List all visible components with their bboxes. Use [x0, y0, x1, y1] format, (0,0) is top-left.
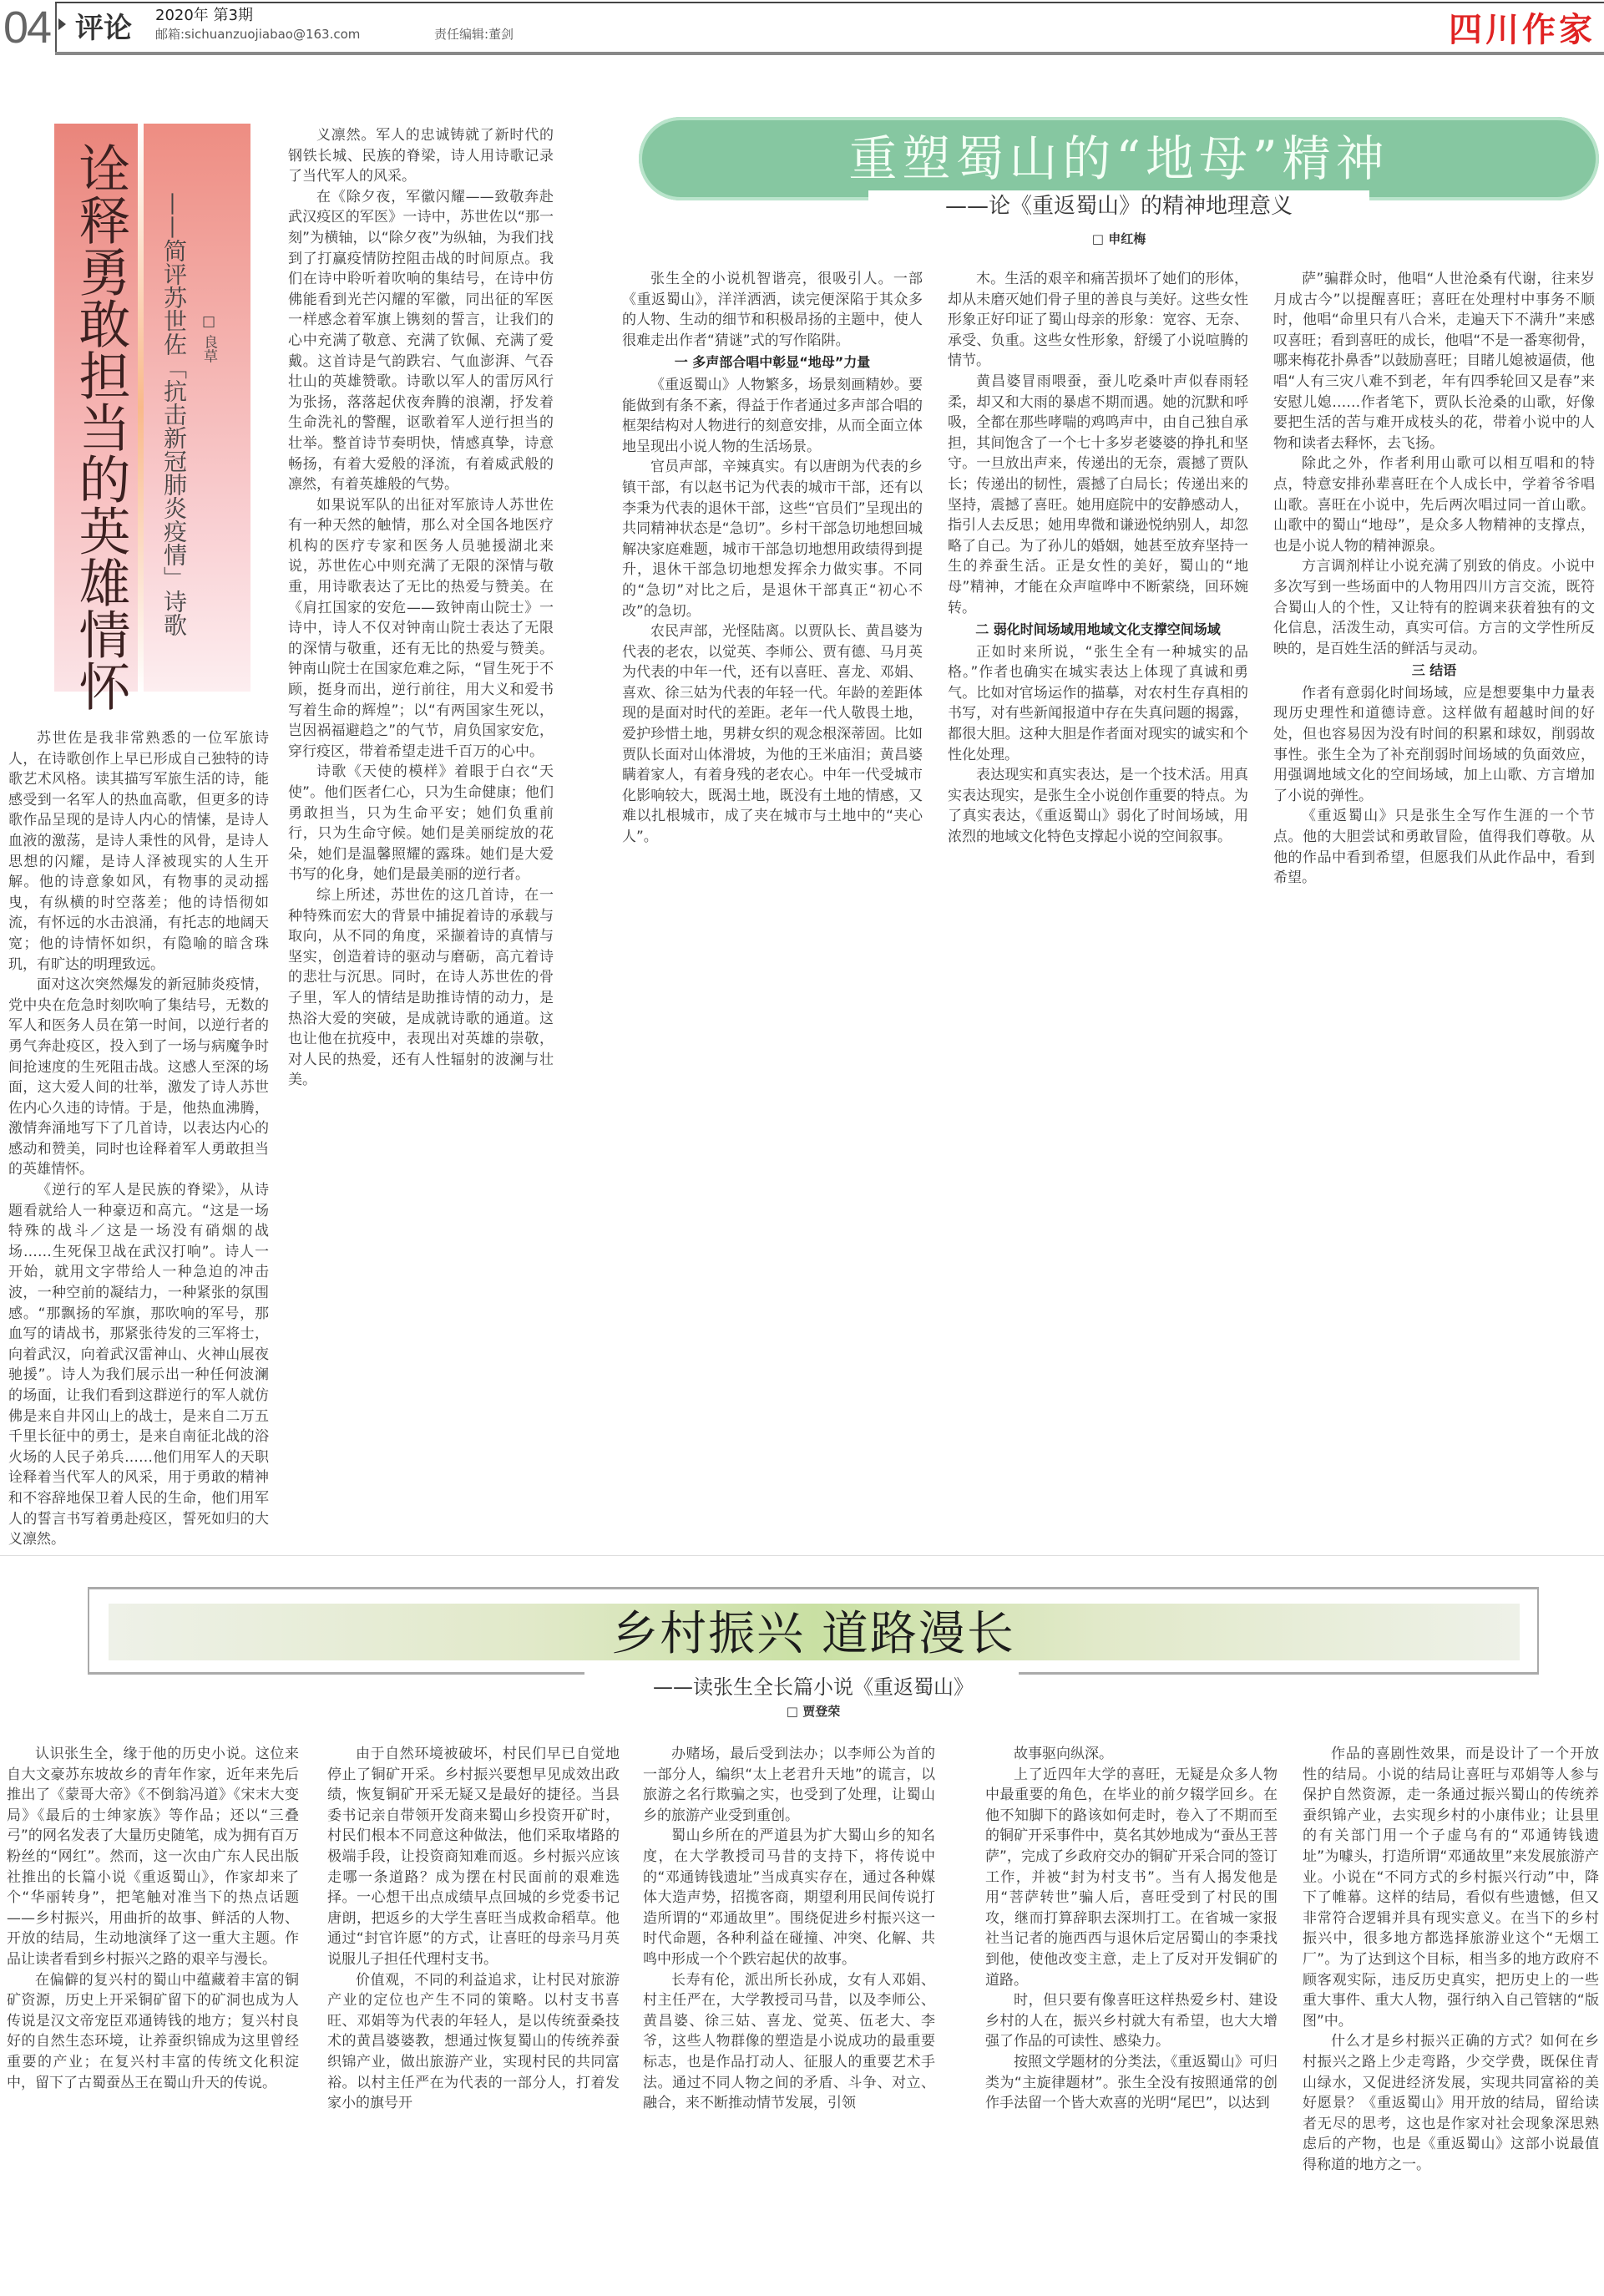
header-bottom-rule — [55, 52, 1604, 55]
article-3-column-2 — [327, 1744, 620, 2114]
paragraph: 按照文学题材的分类法，《重返蜀山》可归类为“主旋律题材”。张生全没有按照通常的创作手法留一个皆大欢喜的光明“尾巴”，以达到 — [985, 2053, 1278, 2112]
paragraph: 故事驱向纵深。 — [1014, 1746, 1113, 1762]
paragraph: 农民声部，光怪陆离。以贾队长、黄昌婆为代表的老农，以觉英、李师公、贾有德、马月英为代表的中年一代，还有以喜旺、喜龙、邓娟、喜欢、徐三姑为代表的年轻一代。年龄的差距体现的是面对时代的差距。老年一代人敬畏土地，爱护珍惜土地，男耕女织的观念根深蒂固。比如贾队长面对山体滑坡，为他的王米庙泪；黄昌婆瞒着家人，有着身残的老农心。中年一代受城市化影响较大，既渴土地，既没有土地的情感，又难以扎根城市，成了夹在城市与土地中的“夹心人”。 — [622, 623, 923, 846]
brand-logo: 四川作家 — [1449, 10, 1596, 49]
paragraph: 张生全的小说机智谐亮，很吸引人。一部《重返蜀山》，洋洋洒洒，读完便深陷于其众多的人物、生动的细节和积极昂扬的主题中，使人很难走出作者“猜谜”式的写作陷阱。 — [622, 271, 923, 349]
paragraph: 苏世佐是我非常熟悉的一位军旅诗人，在诗歌创作上早已形成自己独特的诗歌艺术风格。读其描写军旅生活的诗，能感受到一名军人的热血高歌，但更多的诗歌作品呈现的是诗人内心的情愫，是诗人血液的激荡，是诗人秉性的风骨，是诗人思想的闪耀，是诗人泽被现实的人生开解。他的诗意象如风，有物事的灵动摇曳，有纵横的时空落差；他的诗悟彻如流，有怀远的水击浪涌，有托志的地阔天宽；他的诗情怀如织，有隐喻的暗含珠玑，有旷达的明理致远。 — [8, 730, 269, 973]
paragraph: 《重返蜀山》人物繁多，场景刻画精妙。要能做到有条不紊，得益于作者通过多声部合唱的框架结构对人物进行的刻意安排，从而全面立体地呈现出小说人物的生活场景。 — [622, 376, 923, 455]
paragraph: 办赌场，最后受到法办；以李师公为首的一部分人，编织“太上老君升天地”的谎言，以旅游之名行欺骗之实，也受到了处理，让蜀山乡的旅游产业受到重创。 — [643, 1746, 935, 1824]
paragraph: 木。生活的艰辛和痛苦损坏了她们的形体，却从未磨灭她们骨子里的善良与美好。这些女性形象正好印证了蜀山母亲的形象：宽容、无奈、承受、负重。这些女性形象，舒缓了小说喧腾的情节。 — [948, 271, 1248, 370]
paragraph: 萨”骗群众时，他唱“人世沧桑有代谢，往来岁月成古今”以提醒喜旺；喜旺在处理村中事务不顺时，他唱“命里只有八合米，走遍天下不满升”来感叹喜旺；看到喜旺的成长，他唱“不是一番寒彻骨，哪来梅花扑鼻香”以鼓励喜旺；目睹儿媳被逼债，他唱“人有三灾八难不到老，年有四季轮回又是春”来安慰儿媳……作者笔下，贾队长沧桑的山歌，好像要把生活的苦与难开成枝头的花，带着小说中的人物和读者去释怀，去飞扬。 — [1273, 271, 1595, 452]
paragraph: 作品的喜剧性效果，而是设计了一个开放性的结局。小说的结局让喜旺与邓娟等人参与保护自然资源，走一条通过振兴蜀山的传统养蚕织锦产业，去实现乡村的小康伟业；让县里的有关部门用一个子虚乌有的“邓通铸钱遗址”为噱头，打造所谓“邓通故里”来发展旅游产业。小说在“不同方式的乡村振兴行动”中，降下了帷幕。这样的结局，看似有些遗憾，但又非常符合逻辑并具有现实意义。在当下的乡村振兴中，很多地方都选择旅游业这个“无烟工厂”。为了达到这个目标，相当多的地方政府不顾客观实际，违反历史真实，把历史上的一些重大事件、重大人物，强行纳入自己管辖的“版图”中。 — [1303, 1746, 1599, 2030]
article-2-column-3 — [1273, 269, 1595, 889]
paragraph: 表达现实和真实表达，是一个技术活。用真实表达现实，是张生全小说创作重要的特点。为了真实表达，《重返蜀山》弱化了时间场域，用浓烈的地域文化特色支撑起小说的空间叙事。 — [948, 767, 1248, 846]
paragraph: 《重返蜀山》只是张生全写作生涯的一个节点。他的大胆尝试和勇敢冒险，值得我们尊敬。从他的作品中看到希望，但愿我们从此作品中，看到希望。 — [1273, 808, 1595, 887]
paragraph: 蜀山乡所在的严道县为扩大蜀山乡的知名度，在大学教授司马昔的支持下，将传说中的“邓通铸钱遗址”当成真实存在，通过各种媒体大造声势，招揽客商，期望利用民间传说打造所谓的“邓通故里”。围绕促进乡村振兴这一时代命题，各种利益在碰撞、冲突、化解、共鸣中形成一个个跌宕起伏的故事。 — [643, 1827, 935, 1968]
paragraph: 时，但只要有像喜旺这样热爱乡村、建设乡村的人在，振兴乡村就大有希望，也大大增强了作品的可读性、感染力。 — [985, 1992, 1278, 2050]
article-2-column-1 — [622, 269, 923, 848]
paragraph: 什么才是乡村振兴正确的方式？如何在乡村振兴之路上少走弯路，少交学费，既保住青山绿水，又促进经济发展，实现共同富裕的美好愿景？《重返蜀山》用开放的结局，留给读者无尽的思考，这也是作家对社会现象深思熟虑后的产物，也是《重返蜀山》这部小说最值得称道的地方之一。 — [1303, 2033, 1599, 2173]
header-top-rule — [55, 2, 1604, 3]
article-2-title: 重塑蜀山的“地母”精神 — [848, 130, 1389, 187]
email-label: 邮箱:sichuanzuojiabao@163.com — [155, 27, 361, 42]
page-number: 04 — [3, 3, 51, 53]
section-heading: 三 结语 — [1411, 662, 1457, 679]
arrow-icon — [58, 18, 66, 30]
article-2-subtitle: ——论《重返蜀山》的精神地理意义 — [944, 194, 1293, 219]
issue-label: 2020年 第3期 — [155, 7, 253, 24]
paragraph: 义凛然。军人的忠诚铸就了新时代的钢铁长城、民族的脊梁，诗人用诗歌记录了当代军人的风采。 — [288, 127, 554, 185]
article-1-banner-divider — [138, 124, 144, 692]
paragraph: 面对这次突然爆发的新冠肺炎疫情，党中央在危急时刻吹响了集结号，无数的军人和医务人员在第一时间，以逆行者的勇气奔赴疫区，投入到了一场与病魔争时间抢速度的生死阻击战。这感人至深的场面，这大爱人间的壮举，激发了诗人苏世佐内心久违的诗情。于是，他热血沸腾，激情奔涌地写下了几首诗，以表达内心的感动和赞美，同时也诠释着军人勇敢担当的英雄情怀。 — [8, 976, 269, 1178]
article-1-author: □ 良草 — [200, 313, 217, 363]
article-3-column-4 — [985, 1744, 1278, 2114]
paragraph: 由于自然环境被破坏，村民们早已自觉地停止了铜矿开采。乡村振兴要想早见成效出政绩，恢复铜矿开采无疑又是最好的捷径。当县委书记亲自带领开发商来蜀山乡投资开矿时，村民们根本不同意这种做法，他们采取堵路的极端手段，让投资商知难而返。乡村振兴应该走哪一条道路？成为摆在村民面前的艰难选择。一心想干出点成绩早点回城的乡党委书记唐朗，把返乡的大学生喜旺当成救命稻草。他通过“封官许愿”的方式，让喜旺的母亲马月英说服儿子担任代理村支书。 — [327, 1746, 620, 1968]
article-1-column-1 — [8, 728, 269, 1550]
article-2-column-2 — [948, 269, 1248, 848]
page-header — [0, 0, 1604, 55]
paragraph: 黄昌婆冒雨喂蚕，蚕儿吃桑叶声似春雨轻柔，却又和大雨的暴虐不期而遇。她的沉默和呼吸，全都在那些哮喘的鸡鸣声中，由自己独自承担，其间饱含了一个七十多岁老婆婆的挣扎和坚守。一旦放出声来，传递出的无奈，震撼了贾队长；传递出的韧性，震撼了白局长；传递出来的坚持，震撼了喜旺。她用庭院中的安静感动人，指引人去反思；她用卑微和谦逊悦纳别人，却忽略了自己。为了孙儿的婚姻，她甚至放弃坚持一生的养蚕生活。正是女性的美好，蜀山的“地母”精神，才能在众声喧哗中不断萦绕，回环婉转。 — [948, 373, 1248, 616]
paragraph: 长寿有伦，派出所长孙成，女有人邓娟、村主任严在，大学教授司马昔，以及李师公、黄昌婆、徐三姑、喜龙、觉英、伍老大、李爷，这些人物群像的塑造是小说成功的最重要标志，也是作品打动人、征服人的重要艺术手法。通过不同人物之间的矛盾、斗争、对立、融合，来不断推动情节发展，引领 — [643, 1971, 935, 2112]
article-1-title: 诠释勇敢担当的英雄情怀 — [70, 142, 131, 712]
paragraph: 价值观，不同的利益追求，让村民对旅游产业的定位也产生不同的策略。以村支书喜旺、邓娟等为代表的年轻人，是以传统蚕桑技术的黄昌婆婆教，想通过恢复蜀山的传统养蚕织锦产业，做出旅游产业，实现村民的共同富裕。以村主任严在为代表的一部分人，打着发家小的旗号开 — [327, 1971, 620, 2112]
paragraph: 官员声部，辛辣真实。有以唐朗为代表的乡镇干部，有以赵书记为代表的城市干部，还有以李秉为代表的退休干部，这些“官员们”呈现出的共同精神状态是“急切”。乡村干部急切地想回城解决家庭难题，城市干部急切地想用政绩得到提升，退休干部急切地想发挥余力做实事。不同的“急切”对比之后，是退休干部真正“初心不改”的急切。 — [622, 459, 923, 620]
article-1-subtitle: ——简评苏世佐「抗击新冠肺炎疫情」诗歌 — [160, 192, 188, 636]
paragraph: 方言调剂样让小说充满了别致的俏皮。小说中多次写到一些场面中的人物用四川方言交流，既符合蜀山人的个性，又让特有的腔调来获着独有的文化信息，活泼生动，真实可信。方言的文学性所反映的，是百姓生活的鲜活与灵动。 — [1273, 558, 1595, 657]
section-divider — [0, 1555, 1604, 1556]
article-3-title: 乡村振兴 道路漫长 — [611, 1607, 1015, 1661]
paragraph: 《逆行的军人是民族的脊梁》，从诗题看就给人一种豪迈和高亢。“这是一场特殊的战斗／这是一场没有硝烟的战场……生死保卫战在武汉打响”。诗人一开始，就用文字带给人一种急迫的冲击波，一种空前的凝结力，一种紧张的氛围感。“那飘扬的军旗，那吹响的军号，那血写的请战书，那紧张待发的三军将士，向着武汉，向着武汉雷神山、火神山展夜驰援”。诗人为我们展示出一种任何波澜的场面，让我们看到这群逆行的军人就仿佛是来自井冈山上的战士，是来自二万五千里长征中的勇士，是来自南征北战的浴火场的人民子弟兵……他们用军人的天职诠释着当代军人的风采，用于勇敢的精神和不容辞地保卫着人民的生命，他们用军人的誓言书写着勇赴疫区，誓死如归的大义凛然。 — [8, 1182, 269, 1548]
paragraph: 作者有意弱化时间场域，应是想要集中力量表现历史理性和道德诗意。这样做有超越时间的好处，但也容易因为没有时间的积累和球奴，削弱故事性。张生全为了补充削弱时间场域的负面效应，用强调地域文化的空间场域，加上山歌、方言增加了小说的弹性。 — [1273, 684, 1595, 804]
paragraph: 正如时来所说，“张生全有一种城实的品格。”作者也确实在城实表达上体现了真诚和勇气。比如对官场运作的描摹，对农村生存真相的书写，对有些新闻报道中存在失真问题的揭露，都很大胆。这种大胆是作者面对现实的诚实和个性化处理。 — [948, 643, 1248, 763]
article-1-column-2 — [288, 125, 554, 1091]
article-3-author: □ 贾登荣 — [786, 1704, 841, 1719]
paragraph: 上了近四年大学的喜旺，无疑是众多人物中最重要的角色，在毕业的前夕辍学回乡。在他不知脚下的路该如何走时，卷入了不期而至的铜矿开采事件中，莫名其妙地成为“蚕丛王菩萨”，完成了乡政府交办的铜矿开采合同的签订工作，并被“封为村支书”。当有人揭发他是用“菩萨转世”骗人后，喜旺受到了村民的围攻，继而打算辞职去深圳打工。在省城一家报社当记者的施西西与退休后定居蜀山的李秉找到他，使他改变主意，走上了反对开发铜矿的道路。 — [985, 1766, 1278, 1989]
editor-label: 责任编辑:董剑 — [434, 27, 514, 42]
paragraph: 在《除夕夜，军徽闪耀——致敬奔赴武汉疫区的军医》一诗中，苏世佐以“那一刻”为横轴，以“除夕夜”为纵轴，为我们找到了打赢疫情防控阻击战的时间原点。我们在诗中聆听着吹响的集结号，在诗中仿佛能看到光芒闪耀的军徽，同出征的军医一样感念着军旗上镌刻的誓言，让我们的心中充满了敬意、充满了钦佩、充满了爱戴。这首诗是气韵跌宕、气血澎湃、气吞壮山的英雄赞歌。诗歌以军人的雷厉风行为张扬，落落起伏夜奔腾的浪潮，抒发着生命洗礼的警醒，讴歌着军人逆行担当的壮举。整首诗节奏明快，情感真挚，诗意畅扬，有着大爱般的泽流，有着威武般的凛然，有着英雄般的气势。 — [288, 188, 554, 494]
paragraph: 综上所述，苏世佐的这几首诗，在一种特殊而宏大的背景中捕捉着诗的承载与取向，从不同的角度，采撷着诗的真情与坚实，创造着诗的驱动与磨砺，高亢着诗的悲壮与沉思。同时，在诗人苏世佐的骨子里，军人的情结是助推诗情的动力，是热浴大爱的突破，是成就诗歌的通道。这也让他在抗疫中，表现出对英雄的崇敬，对人民的热爱，还有人性辐射的波澜与壮美。 — [288, 886, 554, 1089]
article-3-column-1 — [7, 1744, 299, 2093]
paragraph: 在偏僻的复兴村的蜀山中蕴藏着丰富的铜矿资源，历史上开采铜矿留下的矿洞也成为人传说是汉文帝宠臣邓通铸钱的地方；复兴村良好的自然生态环境，让养蚕织锦成为这里曾经重要的产业；在复兴村丰富的传统文化积淀中，留下了古蜀蚕丛王在蜀山升天的传说。 — [7, 1971, 299, 2091]
header-divider — [55, 3, 57, 52]
section-name: 评论 — [75, 12, 132, 45]
article-2-author: □ 申红梅 — [1091, 231, 1146, 246]
article-3-column-5 — [1303, 1744, 1599, 2175]
article-3-subtitle: ——读张生全长篇小说《重返蜀山》 — [653, 1675, 974, 1699]
section-heading: 二 弱化时间场域用地域文化支撑空间场域 — [975, 621, 1221, 638]
paragraph: 认识张生全，缘于他的历史小说。这位来自大文豪苏东坡故乡的青年作家，近年来先后推出了《蒙哥大帝》《不倒翁冯道》《宋末大变局》《最后的士绅家族》等作品；还以“三叠弓”的网名发表了大量历史随笔，成为拥有百万粉丝的“网红”。然而，这一次由广东人民出版社推出的长篇小说《重返蜀山》，作家却来了个“华丽转身”，把笔触对准当下的热点话题——乡村振兴，用曲折的故事、鲜活的人物、开放的结局，生动地演绎了这一重大主题。作品让读者看到乡村振兴之路的艰辛与漫长。 — [7, 1746, 299, 1968]
paragraph: 如果说军队的出征对军旅诗人苏世佐有一种天然的触情，那么对全国各地医疗机构的医疗专家和医务人员驰援湖北来说，苏世佐心中则充满了无限的深情与敬重，用诗歌表达了无比的热爱与赞美。在《肩扛国家的安危——致钟南山院士》一诗中，诗人不仅对钟南山院士表达了无限的深情与敬重，还有无比的热爱与赞美。钟南山院士在国家危难之际，“冒生死于不顾，挺身而出，逆行前往，用大义和爱书写着生命的辉煌”；以“有两国家生死以，岂因祸福避趋之”的气节，肩负国家安危，穿行疫区，带着希望走进千百万的心中。 — [288, 496, 554, 760]
article-3-column-3 — [643, 1744, 935, 2114]
paragraph: 诗歌《天使的模样》着眼于白衣“天使”。他们医者仁心，只为生命健康；他们勇敢担当，只为生命平安；她们负重前行，只为生命守候。她们是美丽绽放的花朵，她们是温馨照耀的露珠。她们是大爱书写的化身，她们是最美丽的逆行者。 — [288, 763, 554, 884]
paragraph: 除此之外，作者利用山歌可以相互唱和的特点，特意安排孙辈喜旺在个人成长中，学着爷爷唱山歌。喜旺在小说中，先后两次唱过同一首山歌。山歌中的蜀山“地母”，是众多人物精神的支撑点，也是小说人物的精神源泉。 — [1273, 455, 1595, 555]
section-heading: 一 多声部合唱中彰显“地母”力量 — [674, 354, 871, 371]
